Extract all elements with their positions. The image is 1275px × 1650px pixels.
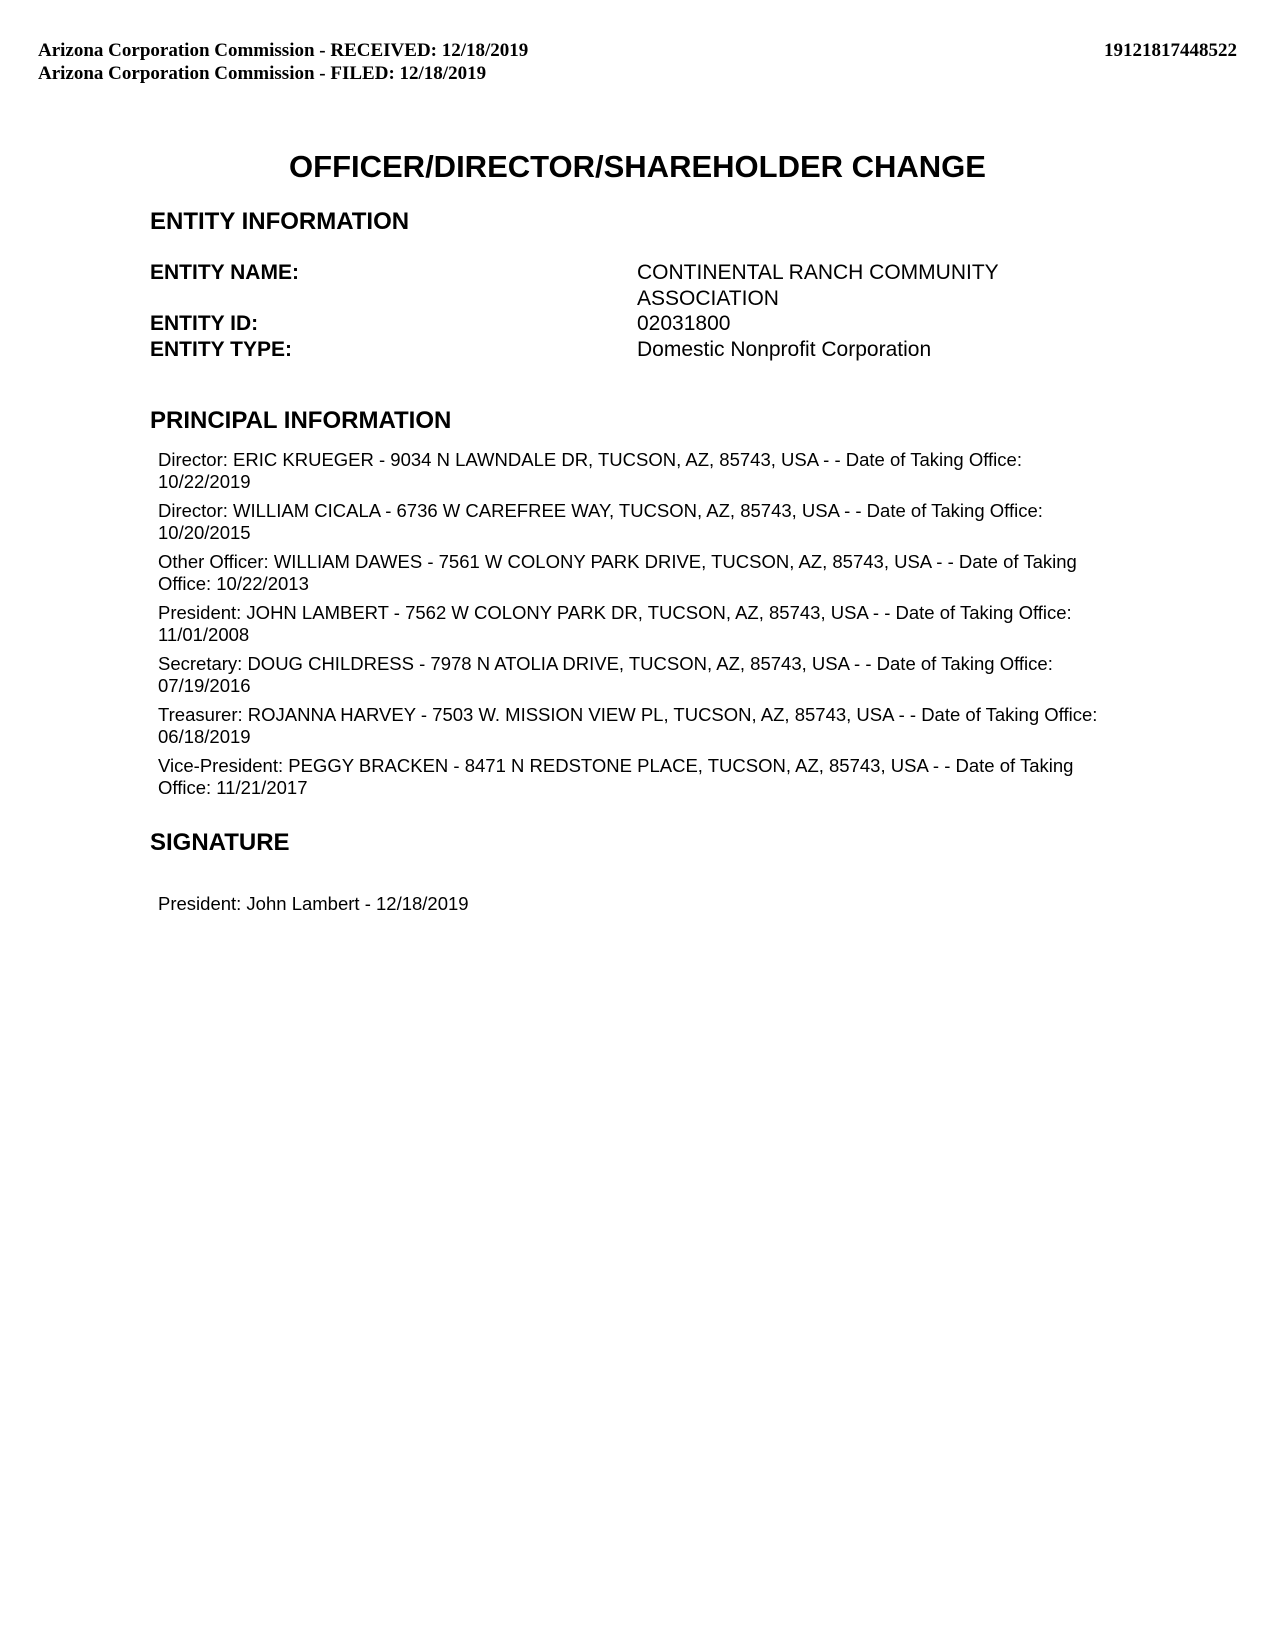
- entity-name-label: ENTITY NAME:: [150, 261, 299, 284]
- document-title: OFFICER/DIRECTOR/SHAREHOLDER CHANGE: [289, 149, 986, 184]
- principal-entry: Director: ERIC KRUEGER - 9034 N LAWNDALE DR, TUCSON, AZ, 85743, USA - - Date of Taking Office: 10/22/2019: [158, 449, 1022, 492]
- principal-entry: Treasurer: ROJANNA HARVEY - 7503 W. MISSION VIEW PL, TUCSON, AZ, 85743, USA - - Date of Taking Office: 06/18/2019: [158, 704, 1098, 747]
- entity-information-heading: ENTITY INFORMATION: [150, 208, 410, 235]
- entity-id-value: 02031800: [637, 312, 731, 335]
- entity-type-value: Domestic Nonprofit Corporation: [637, 338, 932, 361]
- principal-entry: Director: WILLIAM CICALA - 6736 W CAREFREE WAY, TUCSON, AZ, 85743, USA - - Date of Taking Office: 10/20/2015: [158, 500, 1043, 543]
- entity-name-value-line-2: ASSOCIATION: [637, 287, 779, 310]
- signature-text: President: John Lambert - 12/18/2019: [158, 893, 469, 914]
- principal-information-heading: PRINCIPAL INFORMATION: [150, 407, 452, 434]
- principal-entry: President: JOHN LAMBERT - 7562 W COLONY PARK DR, TUCSON, AZ, 85743, USA - - Date of Taking Office: 11/01/2008: [158, 602, 1072, 645]
- received-stamp: Arizona Corporation Commission - RECEIVED: 12/18/2019: [38, 40, 529, 61]
- principal-entry: Secretary: DOUG CHILDRESS - 7978 N ATOLIA DRIVE, TUCSON, AZ, 85743, USA - - Date of Taking Office: 07/19/2016: [158, 653, 1053, 696]
- entity-name-value-line-1: CONTINENTAL RANCH COMMUNITY: [637, 261, 999, 284]
- signature-heading: SIGNATURE: [150, 829, 290, 856]
- principal-entry: Other Officer: WILLIAM DAWES - 7561 W COLONY PARK DRIVE, TUCSON, AZ, 85743, USA - - Date of Taking Office: 10/22/2013: [158, 551, 1077, 594]
- filed-stamp: Arizona Corporation Commission - FILED: 12/18/2019: [38, 63, 487, 84]
- entity-type-label: ENTITY TYPE:: [150, 338, 292, 361]
- principal-entry: Vice-President: PEGGY BRACKEN - 8471 N REDSTONE PLACE, TUCSON, AZ, 85743, USA - - Date of Taking Office: 11/21/2017: [158, 755, 1074, 798]
- principal-list: [158, 449, 1118, 806]
- entity-id-label: ENTITY ID:: [150, 312, 259, 335]
- document-number: 19121817448522: [1104, 40, 1237, 61]
